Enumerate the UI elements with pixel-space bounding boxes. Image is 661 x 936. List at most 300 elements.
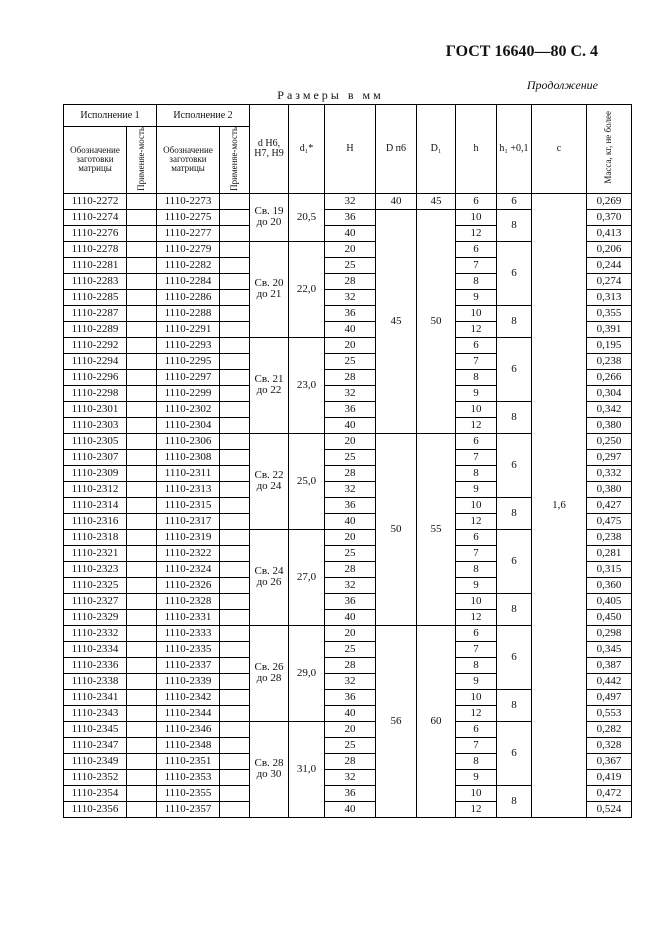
- d1-cell: 27,0: [289, 529, 325, 625]
- mass-cell: 0,475: [587, 513, 632, 529]
- designation-2-cell: 1110-2342: [157, 689, 220, 705]
- h-cell: 12: [456, 225, 497, 241]
- h-cell: 12: [456, 609, 497, 625]
- designation-2-cell: 1110-2275: [157, 209, 220, 225]
- d-range-cell: Св. 28 до 30: [250, 721, 289, 817]
- H-cell: 28: [325, 561, 376, 577]
- mass-cell: 0,405: [587, 593, 632, 609]
- designation-1-cell: 1110-2298: [64, 385, 127, 401]
- h-cell: 12: [456, 705, 497, 721]
- header-applicability-1: [127, 127, 157, 194]
- mass-cell: 0,244: [587, 257, 632, 273]
- H-cell: 25: [325, 641, 376, 657]
- designation-2-cell: 1110-2297: [157, 369, 220, 385]
- designation-1-cell: 1110-2301: [64, 401, 127, 417]
- H-cell: 40: [325, 609, 376, 625]
- h-cell: 10: [456, 305, 497, 321]
- mass-cell: 0,355: [587, 305, 632, 321]
- H-cell: 28: [325, 465, 376, 481]
- applicability-1-cell: [127, 193, 157, 209]
- d1-cell: 25,0: [289, 433, 325, 529]
- mass-cell: 0,524: [587, 801, 632, 817]
- h-cell: 6: [456, 721, 497, 737]
- applicability-2-cell: [220, 289, 250, 305]
- D1-cell: 55: [417, 433, 456, 625]
- continuation-label: Продолжение: [526, 78, 598, 92]
- designation-1-cell: 1110-2274: [64, 209, 127, 225]
- designation-2-cell: 1110-2319: [157, 529, 220, 545]
- mass-cell: 0,380: [587, 481, 632, 497]
- h-cell: 12: [456, 417, 497, 433]
- h-cell: 10: [456, 593, 497, 609]
- H-cell: 28: [325, 273, 376, 289]
- designation-1-cell: 1110-2278: [64, 241, 127, 257]
- designation-2-cell: 1110-2306: [157, 433, 220, 449]
- designation-1-cell: 1110-2347: [64, 737, 127, 753]
- D-cell: 40: [376, 193, 417, 209]
- applicability-2-cell: [220, 273, 250, 289]
- H-cell: 36: [325, 785, 376, 801]
- applicability-2-cell: [220, 769, 250, 785]
- applicability-1-cell: [127, 209, 157, 225]
- H-cell: 32: [325, 193, 376, 209]
- applicability-2-cell: [220, 305, 250, 321]
- designation-1-cell: 1110-2354: [64, 785, 127, 801]
- H-cell: 36: [325, 305, 376, 321]
- h1-cell: 6: [497, 337, 532, 401]
- H-cell: 25: [325, 353, 376, 369]
- designation-2-cell: 1110-2286: [157, 289, 220, 305]
- designation-2-cell: 1110-2291: [157, 321, 220, 337]
- applicability-1-cell: [127, 593, 157, 609]
- h-cell: 10: [456, 209, 497, 225]
- applicability-2-cell: [220, 401, 250, 417]
- h-cell: 6: [456, 433, 497, 449]
- h-cell: 6: [456, 625, 497, 641]
- H-cell: 40: [325, 225, 376, 241]
- H-cell: 36: [325, 209, 376, 225]
- H-cell: 36: [325, 593, 376, 609]
- designation-1-cell: 1110-2338: [64, 673, 127, 689]
- designation-1-cell: 1110-2325: [64, 577, 127, 593]
- header-c: c: [532, 105, 587, 194]
- h1-cell: 6: [497, 433, 532, 497]
- applicability-1-cell: [127, 689, 157, 705]
- designation-1-cell: 1110-2281: [64, 257, 127, 273]
- d1-cell: 23,0: [289, 337, 325, 433]
- applicability-2-cell: [220, 353, 250, 369]
- designation-1-cell: 1110-2332: [64, 625, 127, 641]
- applicability-1-cell: [127, 369, 157, 385]
- H-cell: 28: [325, 657, 376, 673]
- designation-2-cell: 1110-2353: [157, 769, 220, 785]
- applicability-2-cell: [220, 625, 250, 641]
- designation-1-cell: 1110-2318: [64, 529, 127, 545]
- applicability-2-cell: [220, 513, 250, 529]
- designation-2-cell: 1110-2315: [157, 497, 220, 513]
- applicability-2-cell: [220, 737, 250, 753]
- designation-2-cell: 1110-2273: [157, 193, 220, 209]
- designation-2-cell: 1110-2324: [157, 561, 220, 577]
- applicability-1-cell: [127, 449, 157, 465]
- applicability-2-cell: [220, 785, 250, 801]
- h1-cell: 8: [497, 689, 532, 721]
- D-cell: 50: [376, 433, 417, 625]
- designation-2-cell: 1110-2317: [157, 513, 220, 529]
- mass-cell: 0,360: [587, 577, 632, 593]
- mass-cell: 0,313: [587, 289, 632, 305]
- h1-cell: 8: [497, 593, 532, 625]
- mass-cell: 0,450: [587, 609, 632, 625]
- designation-2-cell: 1110-2355: [157, 785, 220, 801]
- d1-cell: 31,0: [289, 721, 325, 817]
- designation-1-cell: 1110-2334: [64, 641, 127, 657]
- H-cell: 20: [325, 625, 376, 641]
- applicability-1-cell: [127, 753, 157, 769]
- mass-cell: 0,367: [587, 753, 632, 769]
- h-cell: 9: [456, 481, 497, 497]
- applicability-1-cell: [127, 545, 157, 561]
- designation-1-cell: 1110-2341: [64, 689, 127, 705]
- designation-2-cell: 1110-2357: [157, 801, 220, 817]
- applicability-1-cell: [127, 705, 157, 721]
- header-h1: h₁ +0,1: [497, 105, 532, 194]
- designation-2-cell: 1110-2288: [157, 305, 220, 321]
- header-mass: [587, 105, 632, 194]
- applicability-1-cell: [127, 625, 157, 641]
- mass-cell: 0,553: [587, 705, 632, 721]
- designation-2-cell: 1110-2337: [157, 657, 220, 673]
- mass-cell: 0,345: [587, 641, 632, 657]
- applicability-1-cell: [127, 561, 157, 577]
- applicability-2-cell: [220, 593, 250, 609]
- D1-cell: 60: [417, 625, 456, 817]
- applicability-1-cell: [127, 465, 157, 481]
- applicability-1-cell: [127, 353, 157, 369]
- mass-cell: 0,269: [587, 193, 632, 209]
- mass-cell: 0,342: [587, 401, 632, 417]
- H-cell: 20: [325, 241, 376, 257]
- applicability-1-cell: [127, 529, 157, 545]
- h-cell: 7: [456, 257, 497, 273]
- designation-1-cell: 1110-2316: [64, 513, 127, 529]
- h1-cell: 6: [497, 193, 532, 209]
- applicability-1-cell: [127, 337, 157, 353]
- h1-cell: 8: [497, 209, 532, 241]
- units-caption: Размеры в мм: [277, 88, 384, 102]
- applicability-1-cell: [127, 257, 157, 273]
- d-range-cell: Св. 20 до 21: [250, 241, 289, 337]
- header-applicability-2-label: Применяе-мость: [228, 127, 239, 191]
- designation-1-cell: 1110-2305: [64, 433, 127, 449]
- mass-cell: 0,419: [587, 769, 632, 785]
- applicability-1-cell: [127, 577, 157, 593]
- applicability-1-cell: [127, 321, 157, 337]
- designation-1-cell: 1110-2343: [64, 705, 127, 721]
- applicability-2-cell: [220, 241, 250, 257]
- h-cell: 6: [456, 241, 497, 257]
- designation-2-cell: 1110-2295: [157, 353, 220, 369]
- table-body: [64, 193, 632, 817]
- designation-2-cell: 1110-2351: [157, 753, 220, 769]
- applicability-1-cell: [127, 785, 157, 801]
- mass-cell: 0,380: [587, 417, 632, 433]
- H-cell: 25: [325, 737, 376, 753]
- designation-1-cell: 1110-2309: [64, 465, 127, 481]
- h-cell: 8: [456, 657, 497, 673]
- h-cell: 8: [456, 369, 497, 385]
- applicability-2-cell: [220, 209, 250, 225]
- designation-2-cell: 1110-2311: [157, 465, 220, 481]
- applicability-2-cell: [220, 673, 250, 689]
- designation-1-cell: 1110-2276: [64, 225, 127, 241]
- designation-1-cell: 1110-2296: [64, 369, 127, 385]
- h-cell: 9: [456, 577, 497, 593]
- mass-cell: 0,195: [587, 337, 632, 353]
- applicability-2-cell: [220, 657, 250, 673]
- applicability-1-cell: [127, 225, 157, 241]
- designation-2-cell: 1110-2304: [157, 417, 220, 433]
- h-cell: 7: [456, 545, 497, 561]
- H-cell: 25: [325, 449, 376, 465]
- applicability-2-cell: [220, 257, 250, 273]
- mass-cell: 0,332: [587, 465, 632, 481]
- H-cell: 36: [325, 497, 376, 513]
- designation-1-cell: 1110-2345: [64, 721, 127, 737]
- applicability-2-cell: [220, 721, 250, 737]
- designation-2-cell: 1110-2277: [157, 225, 220, 241]
- applicability-1-cell: [127, 801, 157, 817]
- d-range-cell: Св. 19 до 20: [250, 193, 289, 241]
- applicability-1-cell: [127, 417, 157, 433]
- designation-1-cell: 1110-2307: [64, 449, 127, 465]
- h1-cell: 8: [497, 305, 532, 337]
- d-range-cell: Св. 26 до 28: [250, 625, 289, 721]
- mass-cell: 0,206: [587, 241, 632, 257]
- designation-2-cell: 1110-2302: [157, 401, 220, 417]
- mass-cell: 0,304: [587, 385, 632, 401]
- h-cell: 7: [456, 641, 497, 657]
- d1-cell: 22,0: [289, 241, 325, 337]
- H-cell: 25: [325, 257, 376, 273]
- header-d1: d₁*: [289, 105, 325, 194]
- d-range-cell: Св. 22 до 24: [250, 433, 289, 529]
- designation-2-cell: 1110-2279: [157, 241, 220, 257]
- table-row: [64, 193, 632, 209]
- designation-2-cell: 1110-2322: [157, 545, 220, 561]
- applicability-2-cell: [220, 369, 250, 385]
- applicability-1-cell: [127, 481, 157, 497]
- d-range-cell: Св. 21 до 22: [250, 337, 289, 433]
- designation-1-cell: 1110-2349: [64, 753, 127, 769]
- applicability-2-cell: [220, 577, 250, 593]
- H-cell: 20: [325, 337, 376, 353]
- applicability-1-cell: [127, 273, 157, 289]
- applicability-1-cell: [127, 657, 157, 673]
- applicability-1-cell: [127, 513, 157, 529]
- header-D: D п6: [376, 105, 417, 194]
- mass-cell: 0,281: [587, 545, 632, 561]
- applicability-2-cell: [220, 465, 250, 481]
- header-ispolnenie-2: Исполнение 2: [157, 105, 250, 127]
- h-cell: 12: [456, 321, 497, 337]
- h1-cell: 8: [497, 401, 532, 433]
- header-applicability-1-label: Применяе-мость: [135, 127, 146, 191]
- designation-1-cell: 1110-2287: [64, 305, 127, 321]
- H-cell: 20: [325, 433, 376, 449]
- h-cell: 7: [456, 353, 497, 369]
- H-cell: 32: [325, 289, 376, 305]
- mass-cell: 0,427: [587, 497, 632, 513]
- header-mass-label: Масса, кг, не более: [603, 111, 614, 184]
- designation-1-cell: 1110-2294: [64, 353, 127, 369]
- designation-1-cell: 1110-2329: [64, 609, 127, 625]
- designation-2-cell: 1110-2331: [157, 609, 220, 625]
- h-cell: 9: [456, 385, 497, 401]
- designation-1-cell: 1110-2289: [64, 321, 127, 337]
- designation-1-cell: 1110-2314: [64, 497, 127, 513]
- header-h: h: [456, 105, 497, 194]
- applicability-2-cell: [220, 609, 250, 625]
- designation-2-cell: 1110-2339: [157, 673, 220, 689]
- h-cell: 8: [456, 273, 497, 289]
- h-cell: 10: [456, 689, 497, 705]
- applicability-2-cell: [220, 641, 250, 657]
- applicability-1-cell: [127, 305, 157, 321]
- H-cell: 20: [325, 529, 376, 545]
- applicability-2-cell: [220, 753, 250, 769]
- h-cell: 12: [456, 513, 497, 529]
- designation-1-cell: 1110-2303: [64, 417, 127, 433]
- mass-cell: 0,238: [587, 353, 632, 369]
- designation-2-cell: 1110-2346: [157, 721, 220, 737]
- designation-2-cell: 1110-2293: [157, 337, 220, 353]
- H-cell: 40: [325, 705, 376, 721]
- H-cell: 36: [325, 401, 376, 417]
- H-cell: 40: [325, 801, 376, 817]
- h-cell: 10: [456, 497, 497, 513]
- mass-cell: 0,297: [587, 449, 632, 465]
- applicability-2-cell: [220, 561, 250, 577]
- D1-cell: 50: [417, 209, 456, 433]
- h1-cell: 6: [497, 529, 532, 593]
- h1-cell: 6: [497, 241, 532, 305]
- d1-cell: 29,0: [289, 625, 325, 721]
- header-D1: D₁: [417, 105, 456, 194]
- header-designation-1: Обозначение заготовки матрицы: [64, 127, 127, 194]
- mass-cell: 0,387: [587, 657, 632, 673]
- designation-2-cell: 1110-2299: [157, 385, 220, 401]
- designation-2-cell: 1110-2335: [157, 641, 220, 657]
- H-cell: 32: [325, 577, 376, 593]
- applicability-2-cell: [220, 433, 250, 449]
- applicability-1-cell: [127, 401, 157, 417]
- applicability-1-cell: [127, 497, 157, 513]
- applicability-1-cell: [127, 289, 157, 305]
- c-cell: 1,6: [532, 193, 587, 817]
- designation-2-cell: 1110-2328: [157, 593, 220, 609]
- applicability-1-cell: [127, 641, 157, 657]
- header-applicability-2: [220, 127, 250, 194]
- applicability-2-cell: [220, 385, 250, 401]
- applicability-2-cell: [220, 801, 250, 817]
- mass-cell: 0,413: [587, 225, 632, 241]
- applicability-2-cell: [220, 545, 250, 561]
- designation-1-cell: 1110-2327: [64, 593, 127, 609]
- H-cell: 28: [325, 369, 376, 385]
- H-cell: 20: [325, 721, 376, 737]
- applicability-1-cell: [127, 241, 157, 257]
- H-cell: 32: [325, 385, 376, 401]
- mass-cell: 0,274: [587, 273, 632, 289]
- H-cell: 32: [325, 481, 376, 497]
- D-cell: 45: [376, 209, 417, 433]
- applicability-2-cell: [220, 225, 250, 241]
- applicability-2-cell: [220, 321, 250, 337]
- H-cell: 36: [325, 689, 376, 705]
- header-designation-2: Обозначение заготовки матрицы: [157, 127, 220, 194]
- mass-cell: 0,497: [587, 689, 632, 705]
- H-cell: 40: [325, 513, 376, 529]
- h-cell: 7: [456, 737, 497, 753]
- document-code: ГОСТ 16640—80 С. 4: [445, 43, 598, 60]
- h1-cell: 6: [497, 721, 532, 785]
- designation-2-cell: 1110-2333: [157, 625, 220, 641]
- designation-1-cell: 1110-2292: [64, 337, 127, 353]
- header-H: H: [325, 105, 376, 194]
- header-ispolnenie-1: Исполнение 1: [64, 105, 157, 127]
- designation-1-cell: 1110-2272: [64, 193, 127, 209]
- applicability-1-cell: [127, 609, 157, 625]
- designation-2-cell: 1110-2284: [157, 273, 220, 289]
- D1-cell: 45: [417, 193, 456, 209]
- mass-cell: 0,391: [587, 321, 632, 337]
- H-cell: 32: [325, 673, 376, 689]
- h-cell: 8: [456, 465, 497, 481]
- designation-1-cell: 1110-2336: [64, 657, 127, 673]
- dimensions-table: [63, 104, 632, 818]
- mass-cell: 0,282: [587, 721, 632, 737]
- H-cell: 28: [325, 753, 376, 769]
- designation-2-cell: 1110-2308: [157, 449, 220, 465]
- applicability-2-cell: [220, 481, 250, 497]
- designation-1-cell: 1110-2356: [64, 801, 127, 817]
- applicability-2-cell: [220, 705, 250, 721]
- mass-cell: 0,370: [587, 209, 632, 225]
- designation-1-cell: 1110-2283: [64, 273, 127, 289]
- applicability-1-cell: [127, 721, 157, 737]
- h-cell: 8: [456, 561, 497, 577]
- h-cell: 6: [456, 193, 497, 209]
- designation-2-cell: 1110-2326: [157, 577, 220, 593]
- h-cell: 8: [456, 753, 497, 769]
- designation-1-cell: 1110-2285: [64, 289, 127, 305]
- designation-2-cell: 1110-2344: [157, 705, 220, 721]
- mass-cell: 0,472: [587, 785, 632, 801]
- H-cell: 25: [325, 545, 376, 561]
- designation-2-cell: 1110-2313: [157, 481, 220, 497]
- applicability-2-cell: [220, 449, 250, 465]
- applicability-1-cell: [127, 769, 157, 785]
- h1-cell: 8: [497, 785, 532, 817]
- d-range-cell: Св. 24 до 26: [250, 529, 289, 625]
- mass-cell: 0,315: [587, 561, 632, 577]
- mass-cell: 0,442: [587, 673, 632, 689]
- applicability-2-cell: [220, 689, 250, 705]
- mass-cell: 0,266: [587, 369, 632, 385]
- H-cell: 40: [325, 321, 376, 337]
- H-cell: 32: [325, 769, 376, 785]
